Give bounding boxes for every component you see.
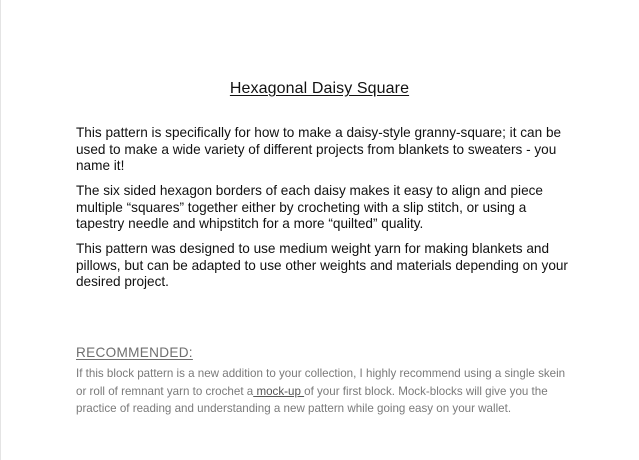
recommended-text-start: If this block pattern is a new addition to your collection, I highly recommend using a single skein or roll of remnant yarn to crochet a xyxy=(76,367,566,398)
document-title: Hexagonal Daisy Square xyxy=(229,80,410,97)
hexagon-paragraph: The six sided hexagon borders of each daisy makes it easy to align and piece multiple “squares” together either by crocheting with a slip stitch, or using a tapestry needle and whipstitch for a more “quilted” quality. xyxy=(76,183,543,231)
recommended-text-end: of your first block. Mock-blocks will give you the practice of reading and understanding a new pattern while going easy on your wallet. xyxy=(76,384,548,415)
recommended-paragraph xyxy=(76,365,576,418)
mock-up-link[interactable]: mock-up xyxy=(253,384,305,398)
yarn-paragraph: This pattern was designed to use medium weight yarn for making blankets and pillows, but can be adapted to use other weights and materials depending on your desired project. xyxy=(76,241,568,289)
page-edge xyxy=(0,0,1,460)
recommended-heading: RECOMMENDED: xyxy=(76,345,193,360)
intro-paragraph: This pattern is specifically for how to make a daisy-style granny-square; it can be used to make a wide variety of different projects from blankets to sweaters - you name it! xyxy=(76,125,562,173)
